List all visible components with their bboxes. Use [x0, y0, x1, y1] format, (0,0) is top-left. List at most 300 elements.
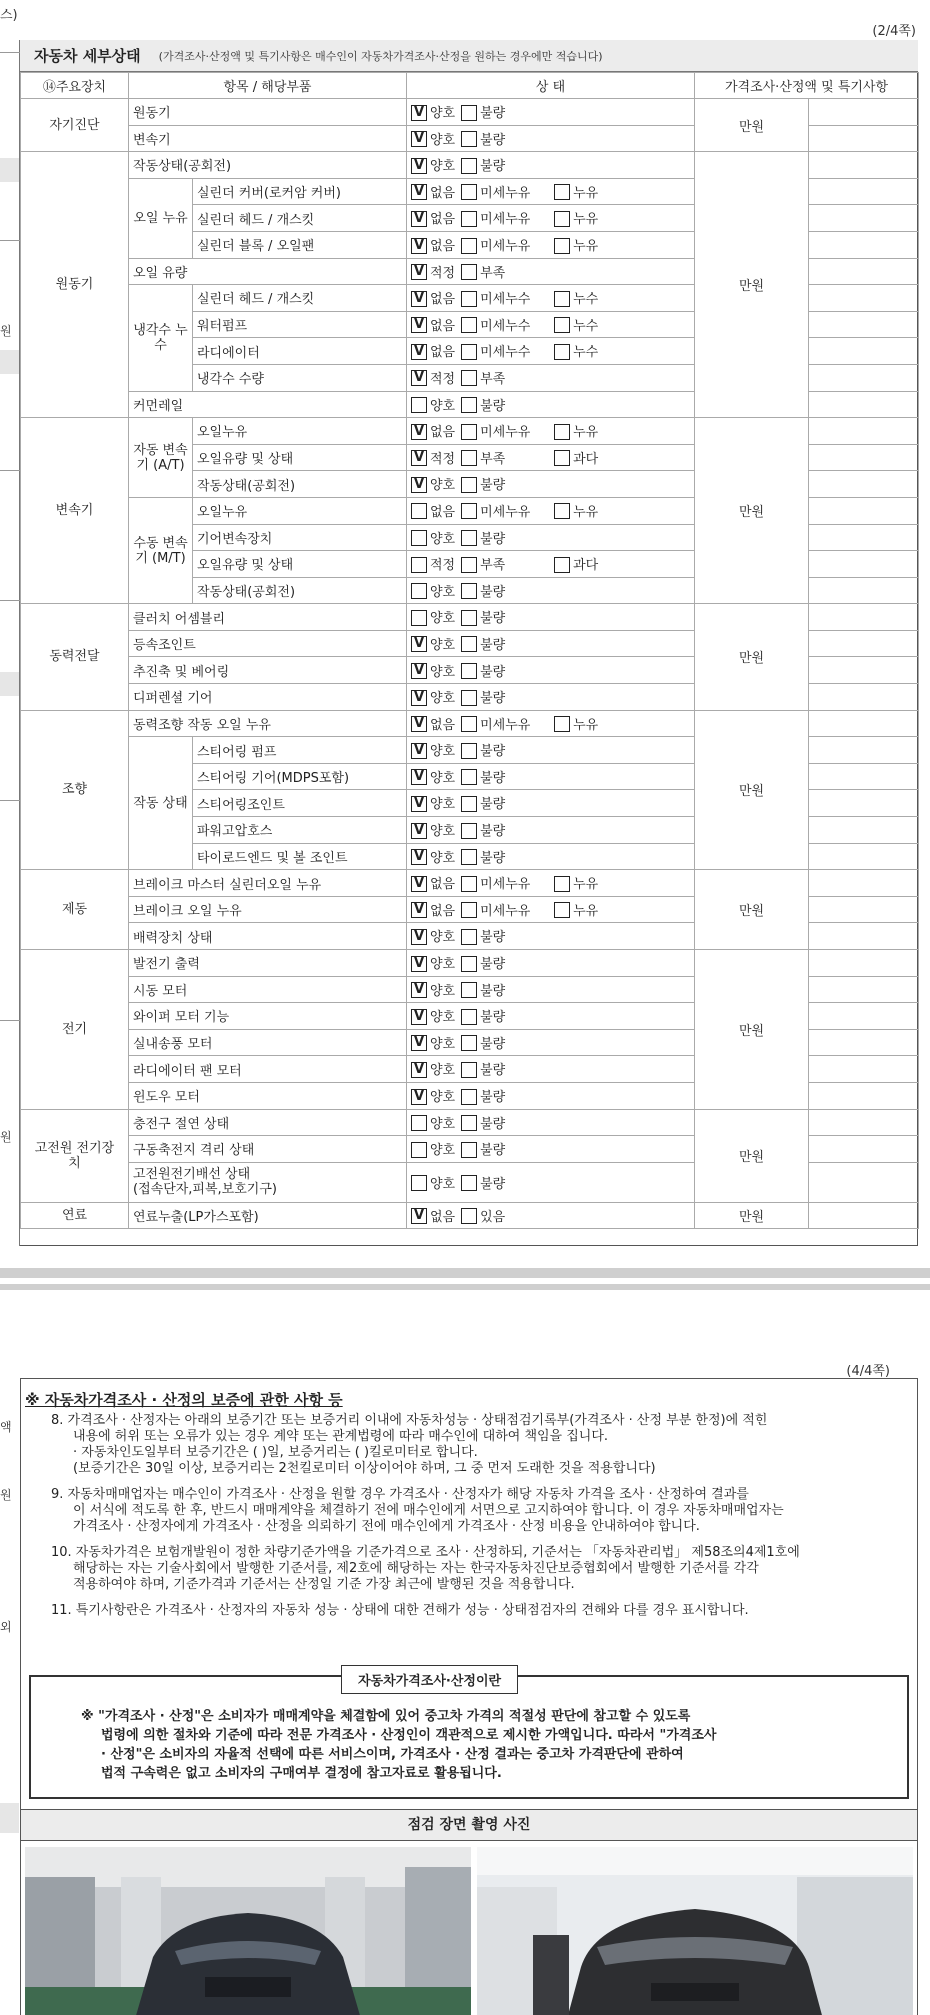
checkbox[interactable]: V — [411, 1089, 427, 1105]
note-field[interactable] — [809, 737, 919, 764]
checkbox[interactable] — [554, 557, 570, 573]
status-option[interactable] — [411, 1059, 455, 1079]
status-option[interactable] — [461, 1113, 505, 1133]
note-field[interactable] — [809, 896, 919, 923]
checkbox[interactable] — [461, 982, 477, 998]
note-field[interactable] — [809, 684, 919, 711]
status-option[interactable] — [554, 421, 598, 441]
checkbox[interactable] — [411, 503, 427, 519]
note-field[interactable] — [809, 418, 919, 445]
note-field[interactable] — [809, 338, 919, 365]
checkbox[interactable]: V — [411, 424, 427, 440]
checkbox[interactable] — [461, 1089, 477, 1105]
status-option[interactable] — [411, 421, 455, 441]
status-cell — [407, 497, 695, 524]
status-option[interactable] — [461, 1139, 505, 1159]
status-option[interactable] — [461, 554, 546, 574]
status-option[interactable] — [411, 687, 455, 707]
left-strip-mark: 원 — [0, 1488, 12, 1502]
checkbox[interactable] — [411, 1142, 427, 1158]
status-option[interactable] — [411, 847, 455, 867]
status-option[interactable] — [554, 208, 598, 228]
checkbox[interactable] — [461, 690, 477, 706]
table-row — [21, 604, 919, 631]
status-option[interactable] — [461, 581, 505, 601]
status-option[interactable] — [411, 793, 455, 813]
status-option[interactable] — [461, 395, 505, 415]
checkbox[interactable] — [461, 796, 477, 812]
status-option[interactable] — [461, 740, 505, 760]
item-label: 동력조향 작동 오일 누유 — [129, 710, 407, 737]
checkbox[interactable]: V — [411, 1208, 427, 1224]
status-option-label: 부족 — [480, 265, 506, 281]
status-option[interactable] — [554, 554, 598, 574]
item-label: 실내송풍 모터 — [129, 1029, 407, 1056]
checkbox[interactable] — [554, 291, 570, 307]
status-option[interactable] — [461, 182, 546, 202]
status-option[interactable] — [411, 235, 455, 255]
checkbox[interactable]: V — [411, 929, 427, 945]
note-field[interactable] — [809, 1082, 919, 1109]
checkbox[interactable] — [461, 876, 477, 892]
checkbox[interactable]: V — [411, 1009, 427, 1025]
checkbox[interactable] — [461, 610, 477, 626]
note-field[interactable] — [809, 817, 919, 844]
note-field[interactable] — [809, 1162, 919, 1202]
device-group-label: 자기진단 — [21, 99, 129, 152]
checkbox[interactable] — [461, 450, 477, 466]
status-option[interactable] — [411, 1033, 455, 1053]
note-field[interactable] — [809, 976, 919, 1003]
status-option[interactable] — [461, 315, 546, 335]
status-option[interactable] — [554, 288, 598, 308]
note-field[interactable] — [809, 1003, 919, 1030]
status-option[interactable] — [411, 182, 455, 202]
checkbox[interactable] — [461, 769, 477, 785]
checkbox[interactable]: V — [411, 849, 427, 865]
status-option-label: 미세누수 — [480, 292, 531, 308]
checkbox[interactable] — [461, 743, 477, 759]
status-option-label: 미세누수 — [480, 318, 531, 334]
status-option-label: 양호 — [430, 664, 456, 680]
device-group-label: 조향 — [21, 710, 129, 870]
status-cell — [407, 152, 695, 179]
status-option[interactable] — [461, 1173, 505, 1193]
checkbox[interactable]: V — [411, 131, 427, 147]
checkbox[interactable] — [461, 530, 477, 546]
status-cell — [407, 231, 695, 258]
item-line: 10. 자동차가격은 보험개발원이 정한 차량기준가액을 기준가격으로 조사 · 산정하되, 기준서는 「자동차관리법」 제58조의4제1호에 — [51, 1545, 800, 1560]
checkbox[interactable] — [461, 636, 477, 652]
status-option[interactable] — [411, 581, 455, 601]
note-field[interactable] — [809, 364, 919, 391]
status-option[interactable] — [461, 341, 546, 361]
checkbox[interactable]: V — [411, 105, 427, 121]
status-cell — [407, 950, 695, 977]
checkbox[interactable] — [411, 397, 427, 413]
checkbox[interactable] — [554, 211, 570, 227]
status-option[interactable] — [461, 474, 505, 494]
checkbox[interactable] — [461, 424, 477, 440]
checkbox[interactable] — [554, 344, 570, 360]
status-option[interactable] — [461, 820, 505, 840]
status-option[interactable] — [554, 714, 598, 734]
status-option[interactable] — [411, 315, 455, 335]
checkbox[interactable] — [461, 1175, 477, 1191]
status-option-label: 없음 — [430, 504, 456, 520]
left-cut-strip — [0, 1378, 20, 2015]
item-line: 11. 특기사항란은 가격조사 · 산정자의 자동차 성능 · 상태에 대한 견해가 성능 · 상태점검자의 견해와 다를 경우 표시합니다. — [51, 1603, 749, 1618]
checkbox[interactable]: V — [411, 902, 427, 918]
status-cell — [407, 684, 695, 711]
checkbox[interactable] — [461, 503, 477, 519]
checkbox[interactable]: V — [411, 956, 427, 972]
status-option[interactable] — [411, 262, 455, 282]
checkbox[interactable]: V — [411, 344, 427, 360]
note-field[interactable] — [809, 1136, 919, 1163]
guarantee-item — [51, 1487, 911, 1535]
checkbox[interactable] — [554, 876, 570, 892]
status-option[interactable] — [411, 767, 455, 787]
checkbox[interactable] — [554, 317, 570, 333]
status-option[interactable] — [411, 1173, 455, 1193]
item-label: 작동상태(공회전) — [193, 577, 407, 604]
status-option[interactable] — [411, 953, 455, 973]
checkbox[interactable]: V — [411, 690, 427, 706]
status-option[interactable] — [411, 900, 455, 920]
checkbox[interactable] — [554, 238, 570, 254]
status-option-label: 양호 — [430, 744, 456, 760]
note-field[interactable] — [809, 444, 919, 471]
checkbox[interactable]: V — [411, 264, 427, 280]
note-field[interactable] — [809, 923, 919, 950]
note-field[interactable] — [809, 790, 919, 817]
checkbox[interactable] — [461, 1035, 477, 1051]
note-field[interactable] — [809, 391, 919, 418]
status-option[interactable] — [411, 395, 455, 415]
status-option[interactable] — [411, 288, 455, 308]
status-option-label: 누수 — [573, 318, 599, 334]
status-cell — [407, 976, 695, 1003]
status-option-label: 불량 — [480, 664, 506, 680]
item-label: 배력장치 상태 — [129, 923, 407, 950]
checkbox[interactable] — [461, 1115, 477, 1131]
status-option[interactable] — [461, 714, 546, 734]
note-field[interactable] — [809, 231, 919, 258]
checkbox[interactable] — [554, 424, 570, 440]
status-option[interactable] — [411, 661, 455, 681]
status-cell — [407, 1029, 695, 1056]
note-field[interactable] — [809, 577, 919, 604]
checkbox[interactable] — [461, 583, 477, 599]
checkbox[interactable]: V — [411, 982, 427, 998]
status-option[interactable] — [461, 980, 505, 1000]
note-field[interactable] — [809, 657, 919, 684]
status-option[interactable] — [554, 235, 598, 255]
note-field[interactable] — [809, 311, 919, 338]
left-edge-mark: 스) — [0, 8, 18, 23]
status-option[interactable] — [461, 368, 505, 388]
status-option[interactable] — [461, 129, 505, 149]
status-option[interactable] — [411, 1006, 455, 1026]
checkbox[interactable]: V — [411, 184, 427, 200]
checkbox[interactable]: V — [411, 317, 427, 333]
status-option[interactable] — [411, 1206, 455, 1226]
note-field[interactable] — [809, 205, 919, 232]
checkbox[interactable]: V — [411, 291, 427, 307]
status-option-label: 양호 — [430, 824, 456, 840]
status-option[interactable] — [411, 129, 455, 149]
note-field[interactable] — [809, 710, 919, 737]
status-option[interactable] — [411, 1086, 455, 1106]
status-option[interactable] — [461, 288, 546, 308]
checkbox[interactable]: V — [411, 238, 427, 254]
note-field[interactable] — [809, 1029, 919, 1056]
status-cell — [407, 364, 695, 391]
status-option-label: 양호 — [430, 478, 456, 494]
checkbox[interactable]: V — [411, 743, 427, 759]
status-option[interactable] — [411, 1139, 455, 1159]
status-option[interactable] — [554, 341, 598, 361]
status-option[interactable] — [554, 873, 598, 893]
checkbox[interactable] — [461, 1142, 477, 1158]
note-field[interactable] — [809, 870, 919, 897]
checkbox[interactable] — [461, 105, 477, 121]
status-option[interactable] — [461, 847, 505, 867]
checkbox[interactable]: V — [411, 796, 427, 812]
note-field[interactable] — [809, 763, 919, 790]
note-field[interactable] — [809, 178, 919, 205]
status-option[interactable] — [461, 262, 505, 282]
status-option-label: 있음 — [480, 1209, 506, 1225]
inspection-photo-front — [25, 1847, 471, 2015]
status-option[interactable] — [411, 634, 455, 654]
status-option[interactable] — [461, 528, 505, 548]
status-option[interactable] — [461, 793, 505, 813]
checkbox[interactable] — [461, 823, 477, 839]
status-option-label: 양호 — [430, 797, 456, 813]
status-option-label: 불량 — [480, 531, 506, 547]
box-line: 법적 구속력은 없고 소비자의 구매여부 결정에 참고자료로 활용됩니다. — [101, 1766, 502, 1781]
checkbox[interactable] — [461, 370, 477, 386]
box-title: 자동차가격조사·산정이란 — [341, 1665, 518, 1694]
status-option[interactable] — [411, 740, 455, 760]
status-option[interactable] — [411, 448, 455, 468]
note-field[interactable] — [809, 950, 919, 977]
checkbox[interactable] — [461, 211, 477, 227]
note-field[interactable] — [809, 99, 919, 126]
status-option[interactable] — [411, 820, 455, 840]
status-cell — [407, 1136, 695, 1163]
status-option-label: 없음 — [430, 425, 456, 441]
status-option[interactable] — [411, 980, 455, 1000]
checkbox[interactable] — [411, 1115, 427, 1131]
note-field[interactable] — [809, 604, 919, 631]
checkbox[interactable] — [461, 716, 477, 732]
checkbox[interactable] — [411, 1175, 427, 1191]
checkbox[interactable]: V — [411, 769, 427, 785]
checkbox[interactable] — [461, 557, 477, 573]
guarantee-item — [51, 1413, 911, 1477]
status-option[interactable] — [411, 528, 455, 548]
note-field[interactable] — [809, 630, 919, 657]
status-option[interactable] — [461, 900, 546, 920]
checkbox[interactable] — [411, 583, 427, 599]
checkbox[interactable]: V — [411, 636, 427, 652]
status-option[interactable] — [554, 501, 598, 521]
checkbox[interactable]: V — [411, 370, 427, 386]
status-option-label: 미세누유 — [480, 185, 531, 201]
note-field[interactable] — [809, 524, 919, 551]
status-option-label: 과다 — [573, 558, 599, 574]
note-field[interactable] — [809, 551, 919, 578]
checkbox[interactable]: V — [411, 876, 427, 892]
subgroup-label: 자동 변속기 (A/T) — [129, 418, 193, 498]
note-field[interactable] — [809, 125, 919, 152]
checkbox[interactable]: V — [411, 477, 427, 493]
checkbox[interactable] — [461, 344, 477, 360]
item-label: 파워고압호스 — [193, 817, 407, 844]
subgroup-label: 수동 변속기 (M/T) — [129, 497, 193, 603]
status-option-label: 미세누유 — [480, 877, 531, 893]
checkbox[interactable] — [554, 450, 570, 466]
status-option-label: 불량 — [480, 611, 506, 627]
section-title: 자동차 세부상태 — [34, 47, 141, 65]
checkbox[interactable] — [554, 902, 570, 918]
status-option[interactable] — [461, 661, 505, 681]
status-option-label: 부족 — [480, 451, 506, 467]
checkbox[interactable] — [461, 397, 477, 413]
note-field[interactable] — [809, 285, 919, 312]
status-option[interactable] — [554, 900, 598, 920]
status-option[interactable] — [411, 501, 455, 521]
checkbox[interactable] — [461, 317, 477, 333]
status-option-label: 누유 — [573, 239, 599, 255]
status-option[interactable] — [461, 634, 505, 654]
status-option[interactable] — [411, 341, 455, 361]
table-header-row — [21, 73, 919, 99]
checkbox[interactable] — [554, 716, 570, 732]
note-field[interactable] — [809, 497, 919, 524]
checkbox[interactable]: V — [411, 450, 427, 466]
note-field[interactable] — [809, 1056, 919, 1083]
status-option[interactable] — [461, 102, 505, 122]
status-option[interactable] — [411, 208, 455, 228]
status-option[interactable] — [411, 155, 455, 175]
checkbox[interactable] — [461, 1062, 477, 1078]
status-option[interactable] — [411, 474, 455, 494]
box-line: ※ "가격조사 · 산정"은 소비자가 매매계약을 체결함에 있어 중고차 가격의 적절성 판단에 참고할 수 있도록 — [81, 1709, 691, 1724]
status-option[interactable] — [461, 953, 505, 973]
note-field[interactable] — [809, 258, 919, 285]
status-option[interactable] — [461, 1086, 505, 1106]
status-cell — [407, 551, 695, 578]
status-option[interactable] — [461, 1006, 505, 1026]
status-cell — [407, 205, 695, 232]
checkbox[interactable] — [554, 503, 570, 519]
status-option[interactable] — [461, 448, 546, 468]
status-option[interactable] — [461, 1206, 505, 1226]
status-cell — [407, 285, 695, 312]
status-option[interactable] — [411, 873, 455, 893]
status-cell — [407, 604, 695, 631]
checkbox[interactable] — [461, 477, 477, 493]
page-separator — [0, 1268, 930, 1278]
status-option[interactable] — [461, 873, 546, 893]
checkbox[interactable] — [461, 238, 477, 254]
note-field[interactable] — [809, 1109, 919, 1136]
checkbox[interactable] — [461, 158, 477, 174]
checkbox[interactable]: V — [411, 1035, 427, 1051]
checkbox[interactable] — [461, 264, 477, 280]
status-option[interactable] — [411, 607, 455, 627]
status-option[interactable] — [461, 501, 546, 521]
note-field[interactable] — [809, 1202, 919, 1229]
checkbox[interactable]: V — [411, 663, 427, 679]
status-option[interactable] — [461, 208, 546, 228]
status-option[interactable] — [411, 368, 455, 388]
checkbox[interactable]: V — [411, 823, 427, 839]
checkbox[interactable] — [461, 929, 477, 945]
checkbox[interactable] — [461, 1009, 477, 1025]
checkbox[interactable] — [411, 610, 427, 626]
status-option[interactable] — [461, 687, 505, 707]
status-option[interactable] — [461, 767, 505, 787]
status-option[interactable] — [411, 102, 455, 122]
checkbox[interactable] — [461, 1208, 477, 1224]
checkbox[interactable] — [554, 184, 570, 200]
checkbox[interactable] — [461, 849, 477, 865]
checkbox[interactable] — [461, 291, 477, 307]
status-option-label: 누유 — [573, 425, 599, 441]
checkbox[interactable]: V — [411, 1062, 427, 1078]
status-option[interactable] — [461, 926, 505, 946]
status-option[interactable] — [461, 607, 505, 627]
status-option[interactable] — [461, 1059, 505, 1079]
status-option[interactable] — [554, 448, 598, 468]
checkbox[interactable]: V — [411, 158, 427, 174]
status-option[interactable] — [554, 182, 598, 202]
status-option[interactable] — [554, 315, 598, 335]
status-option-label: 미세누유 — [480, 425, 531, 441]
checkbox[interactable] — [411, 530, 427, 546]
status-option[interactable] — [411, 926, 455, 946]
checkbox[interactable] — [411, 557, 427, 573]
status-option[interactable] — [411, 1113, 455, 1133]
checkbox[interactable]: V — [411, 211, 427, 227]
status-option[interactable] — [461, 421, 546, 441]
item-label: 디퍼렌셜 기어 — [129, 684, 407, 711]
note-field[interactable] — [809, 471, 919, 498]
checkbox[interactable] — [461, 956, 477, 972]
status-option[interactable] — [461, 235, 546, 255]
status-option[interactable] — [461, 1033, 505, 1053]
checkbox[interactable] — [461, 131, 477, 147]
checkbox[interactable] — [461, 902, 477, 918]
status-option-label: 양호 — [430, 132, 456, 148]
status-option-label: 불량 — [480, 132, 506, 148]
note-field[interactable] — [809, 152, 919, 179]
status-option[interactable] — [461, 155, 505, 175]
checkbox[interactable] — [461, 663, 477, 679]
status-option[interactable] — [411, 554, 455, 574]
price-unit: 만원 — [695, 604, 809, 710]
status-cell — [407, 817, 695, 844]
note-field[interactable] — [809, 843, 919, 870]
checkbox[interactable] — [461, 184, 477, 200]
checkbox[interactable]: V — [411, 716, 427, 732]
status-option[interactable] — [411, 714, 455, 734]
